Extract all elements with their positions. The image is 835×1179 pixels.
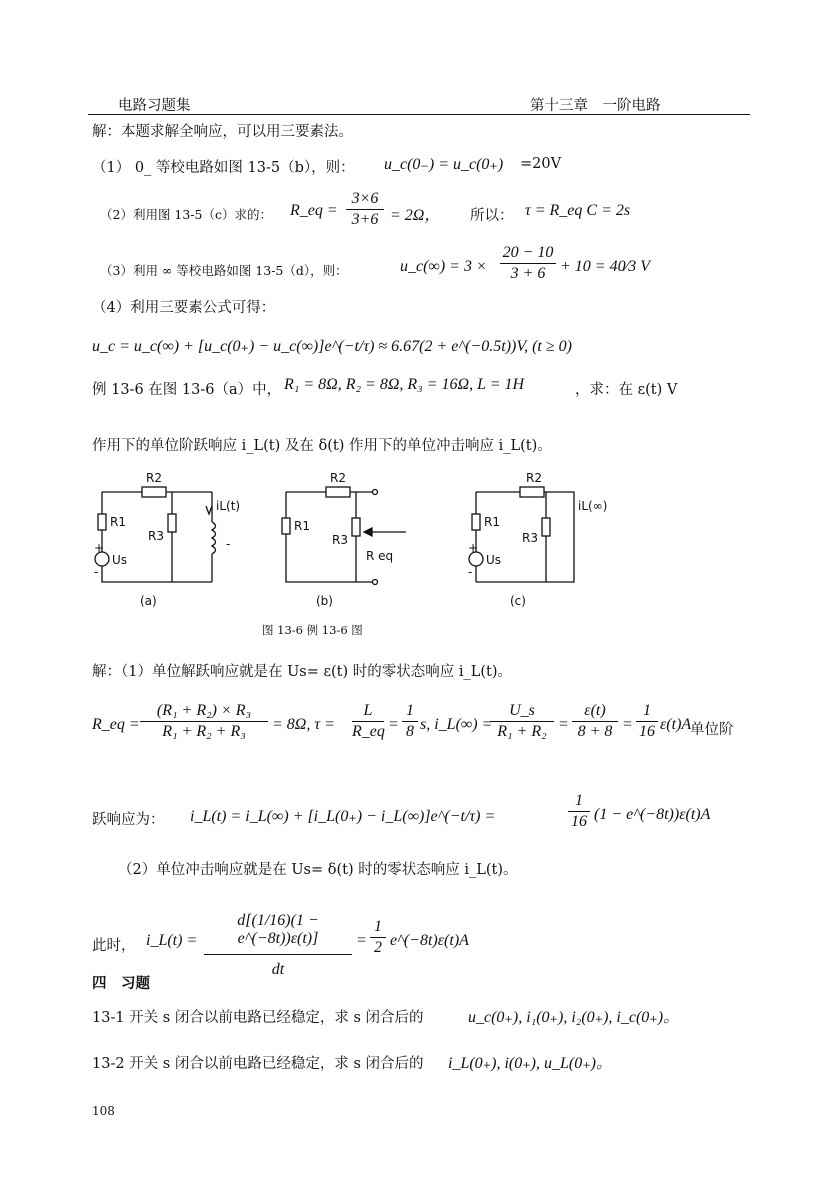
us-den: R₁ + R₂ (497, 723, 547, 740)
exercise-13-1: 13-1 开关 s 闭合以前电路已经稳定，求 s 闭合后的 (92, 1010, 424, 1026)
c-r3-label: R3 (522, 531, 538, 545)
header-left: 电路习题集 (118, 98, 191, 114)
example-line1: 例 13-6 在图 13-6（a）中， (92, 382, 282, 398)
header-rule (88, 114, 750, 115)
us-num: U_s (490, 702, 554, 722)
eps-num: ε(t) (572, 702, 618, 722)
eps-equals: = (622, 716, 633, 733)
b-req-label: R eq (366, 549, 394, 563)
half-num: 1 (370, 918, 386, 938)
impulse-equals: = (356, 932, 367, 949)
us-fraction (490, 702, 554, 741)
example-params: R₁ = 8Ω, R₂ = 8Ω, R₃ = 16Ω, L = 1H (284, 376, 525, 393)
step2-lhs: R_eq = (290, 202, 338, 219)
a-plus: + (94, 541, 105, 555)
c-il-label: iL(∞) (578, 499, 608, 513)
step1-value: =20V (520, 156, 562, 172)
step3-den: 3 + 6 (510, 265, 546, 282)
us-equals: = (558, 716, 569, 733)
step3-num: 20 − 10 (500, 244, 556, 264)
sixteenth-fraction (636, 702, 658, 741)
a-il-label: iL(t) (216, 499, 241, 513)
b-r3-label: R3 (332, 533, 348, 547)
eps-fraction (572, 702, 618, 741)
a-r1-label: R1 (110, 515, 126, 529)
a-r3-label: R3 (148, 529, 164, 543)
a-caption: (a) (140, 594, 157, 608)
impulse-label: 此时， (92, 938, 136, 954)
eighth-num: 1 (402, 702, 418, 722)
step-response-eq: i_L(t) = i_L(∞) + [i_L(0₊) − i_L(∞)]e^(−t/τ) = (190, 808, 496, 825)
page-number: 108 (92, 1104, 115, 1118)
a-l-minus: - (226, 537, 231, 551)
req-mid: = 8Ω, τ = (272, 716, 335, 733)
tau-fraction (352, 702, 384, 741)
tau-equals: = (388, 716, 399, 733)
solution-p1: 解：（1）单位解跃响应就是在 Us= ε(t) 时的零状态响应 i_L(t)。 (92, 664, 513, 680)
exercises-heading: 四 习题 (92, 975, 150, 992)
req-fraction (140, 702, 268, 741)
result-equation: u_c = u_c(∞) + [u_c(0₊) − u_c(∞)]e^(−t/τ) ≈ 6.67(2 + e^(−0.5t))V, (t ≥ 0) (92, 338, 572, 355)
c-r2-label: R2 (526, 471, 542, 485)
req-den: R₁ + R₂ + R₃ (162, 723, 246, 740)
eighth-den: 8 (406, 723, 414, 740)
exercise-13-2: 13-2 开关 s 闭合以前电路已经稳定，求 s 闭合后的 (92, 1056, 424, 1072)
exercise-13-1-eq: u_c(0₊), i₁(0₊), i₂(0₊), i_c(0₊)。 (468, 1009, 680, 1026)
step3-rhs: + 10 = 40⁄3 V (560, 258, 651, 275)
c-caption: (c) (510, 594, 526, 608)
step2-rhs: = 2Ω， (390, 207, 441, 224)
req-num: (R₁ + R₂) × R₃ (140, 702, 268, 722)
circuit-figure (80, 462, 700, 620)
c-minus: - (468, 565, 473, 579)
step-response-tail: (1 − e^(−8t))ε(t)A (594, 806, 711, 823)
example-line2: 作用下的单位阶跃响应 i_L(t) 及在 δ(t) 作用下的单位冲击响应 i_L(t)。 (92, 438, 552, 454)
exercise-13-2-eq: i_L(0₊), i(0₊), u_L(0₊)。 (448, 1055, 612, 1072)
impulse-tail: e^(−8t)ε(t)A (390, 932, 469, 949)
example-ask: ，求：在 ε(t) V (575, 382, 678, 398)
step2-den: 3+6 (351, 211, 379, 228)
c-plus: + (468, 541, 479, 555)
a-minus: - (94, 565, 99, 579)
a-us-label: Us (112, 553, 128, 567)
figure-caption: 图 13-6 例 13-6 图 (262, 623, 363, 637)
b-r2-label: R2 (330, 471, 346, 485)
intro-text: 解：本题求解全响应，可以用三要素法。 (92, 124, 353, 140)
solution-p3: （2）单位冲击响应就是在 Us= δ(t) 时的零状态响应 i_L(t)。 (118, 862, 518, 878)
eighth-fraction (402, 702, 418, 741)
step-response-num: 1 (568, 792, 590, 812)
half-fraction (370, 918, 386, 957)
header-right: 第十三章 一阶电路 (530, 98, 661, 114)
tau-den: R_eq (352, 723, 385, 740)
b-caption: (b) (316, 594, 333, 608)
b-r1-label: R1 (294, 519, 310, 533)
step1-equation: u_c(0₋) = u_c(0₊) (384, 156, 504, 173)
step-response-den: 16 (571, 813, 587, 830)
step1-text: （1） 0_ 等校电路如图 13-5（b），则： (92, 160, 355, 176)
req-lhs: R_eq = (92, 716, 140, 733)
sixteenth-den: 16 (639, 723, 655, 740)
step2-fraction (346, 190, 384, 229)
impulse-num: d[(1/16)(1 − e^(−8t))ε(t)] (204, 912, 352, 955)
c-us-label: Us (486, 553, 502, 567)
step2-mid: 所以： (470, 208, 514, 224)
step3-lhs: u_c(∞) = 3 × (400, 258, 487, 275)
step4-text: （4）利用三要素公式可得： (92, 300, 276, 316)
impulse-lhs: i_L(t) = (146, 932, 198, 949)
c-r1-label: R1 (484, 515, 500, 529)
half-den: 2 (374, 939, 382, 956)
step-response-label: 跃响应为： (92, 812, 165, 828)
unit-step-word: 单位阶 (690, 722, 734, 738)
tau-num: L (352, 702, 384, 722)
step2-num: 3×6 (346, 190, 384, 210)
step-response-fraction (568, 792, 590, 831)
iinf-mid: s, i_L(∞) = (420, 716, 493, 733)
step2-text: （2）利用图 13-5（c）求的： (100, 207, 273, 222)
a-r2-label: R2 (146, 471, 162, 485)
impulse-den: dt (271, 961, 285, 978)
impulse-fraction (204, 912, 352, 979)
req-tail: ε(t)A (660, 716, 692, 733)
eps-den: 8 + 8 (577, 723, 613, 740)
step3-text: （3）利用 ∞ 等校电路如图 13-5（d），则： (100, 263, 348, 278)
sixteenth-num: 1 (636, 702, 658, 722)
step3-fraction (500, 244, 556, 283)
step2-tau: τ = R_eq C = 2s (525, 202, 631, 219)
